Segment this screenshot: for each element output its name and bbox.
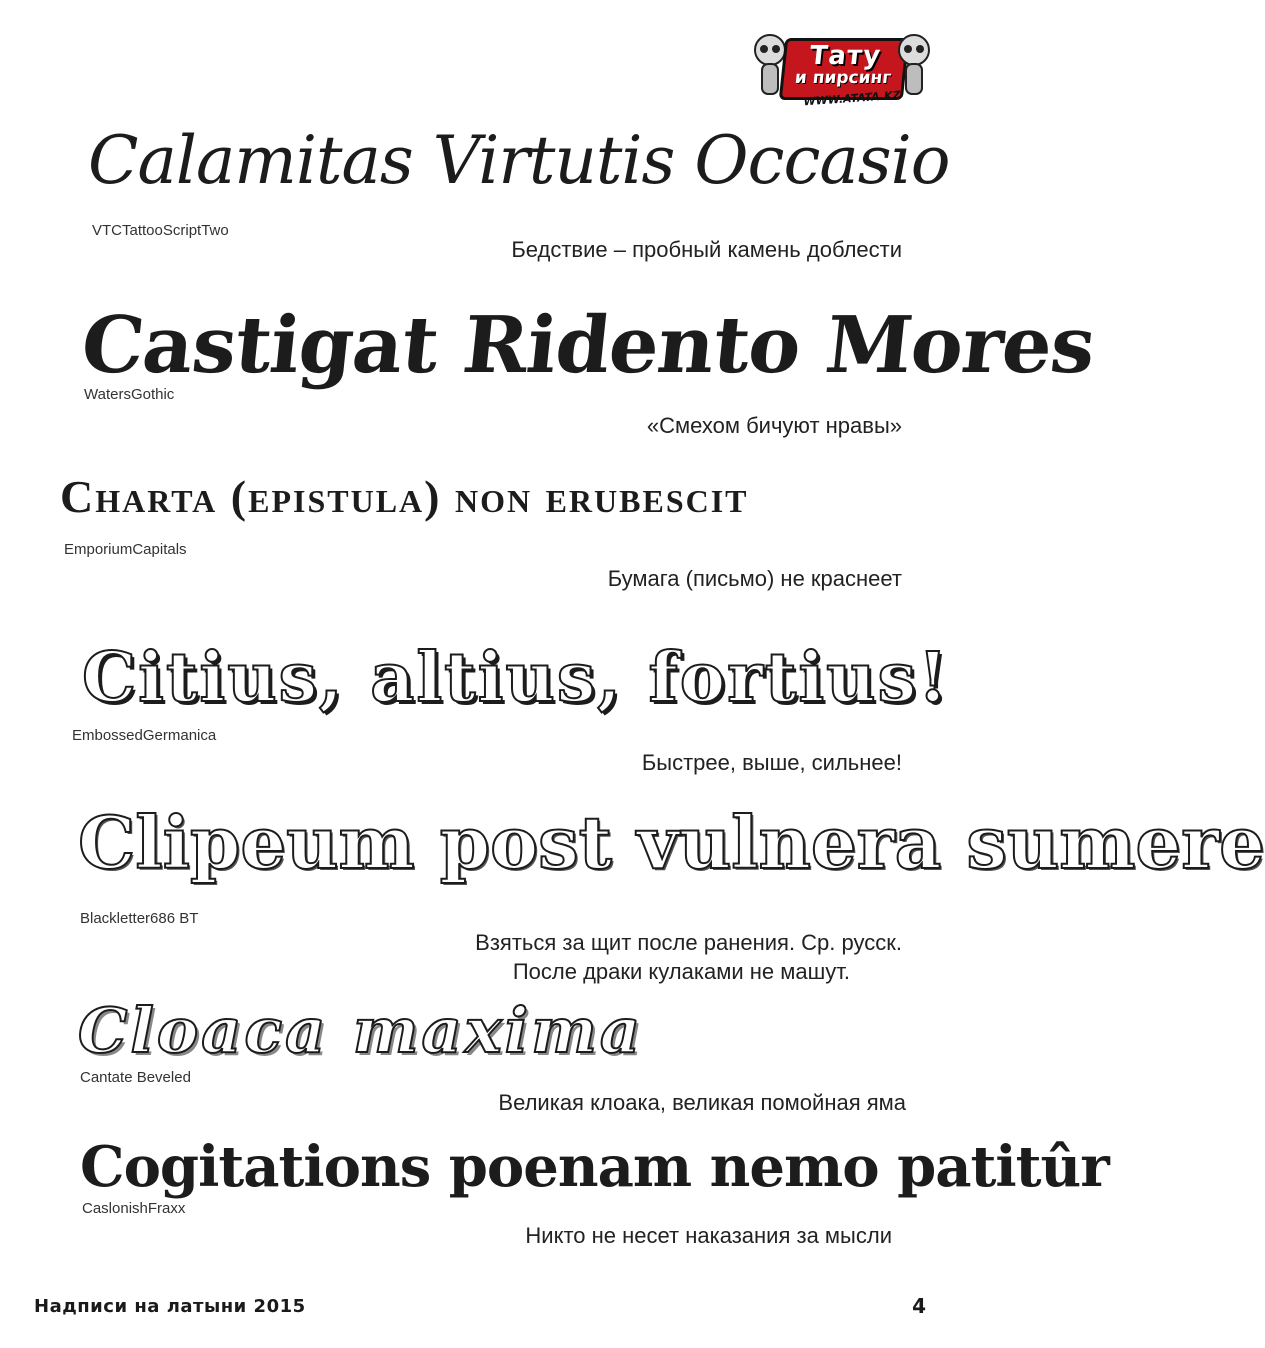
latin-phrase: Cloaca maxima bbox=[78, 994, 644, 1067]
logo-url: WWW.ATATA.KZ bbox=[803, 88, 901, 109]
font-name: CaslonishFraxx bbox=[82, 1200, 186, 1217]
logo-subtitle: и пирсинг bbox=[793, 68, 893, 88]
latin-phrase: Castigat Ridento Mores bbox=[77, 300, 1099, 391]
font-name: Blackletter686 BT bbox=[80, 910, 199, 927]
translation: Бумага (письмо) не краснеет bbox=[607, 566, 902, 591]
translation: «Смехом бичуют нравы» bbox=[646, 413, 902, 438]
footer-title: Надписи на латыни 2015 bbox=[34, 1296, 306, 1317]
font-name: WatersGothic bbox=[84, 386, 175, 403]
translation: Быстрее, выше, сильнее! bbox=[641, 750, 902, 775]
latin-phrase: Cogitations poenam nemo patitûr bbox=[80, 1134, 1109, 1200]
logo-title: Тату bbox=[808, 41, 883, 71]
font-name: Cantate Beveled bbox=[80, 1069, 191, 1086]
font-name: EmbossedGermanica bbox=[72, 727, 217, 744]
latin-phrase: Citius, altius, fortius! bbox=[82, 638, 950, 718]
font-name: EmporiumCapitals bbox=[64, 541, 187, 558]
latin-phrase: Charta (epistula) non erubescit bbox=[60, 471, 749, 522]
translation: После драки кулаками не машут. bbox=[512, 959, 850, 984]
page-number: 4 bbox=[912, 1294, 926, 1318]
translation: Взяться за щит после ранения. Ср. русск. bbox=[475, 930, 902, 955]
latin-phrase: Clipeum post vulnera sumere bbox=[78, 800, 1265, 885]
latin-phrase: Calamitas Virtutis Occasio bbox=[88, 122, 950, 199]
translation: Великая клоака, великая помойная яма bbox=[498, 1090, 906, 1115]
translation: Никто не несет наказания за мысли bbox=[525, 1223, 892, 1248]
translation: Бедствие – пробный камень доблести bbox=[511, 237, 902, 262]
logo bbox=[752, 30, 932, 112]
font-name: VTCTattooScriptTwo bbox=[92, 222, 229, 239]
